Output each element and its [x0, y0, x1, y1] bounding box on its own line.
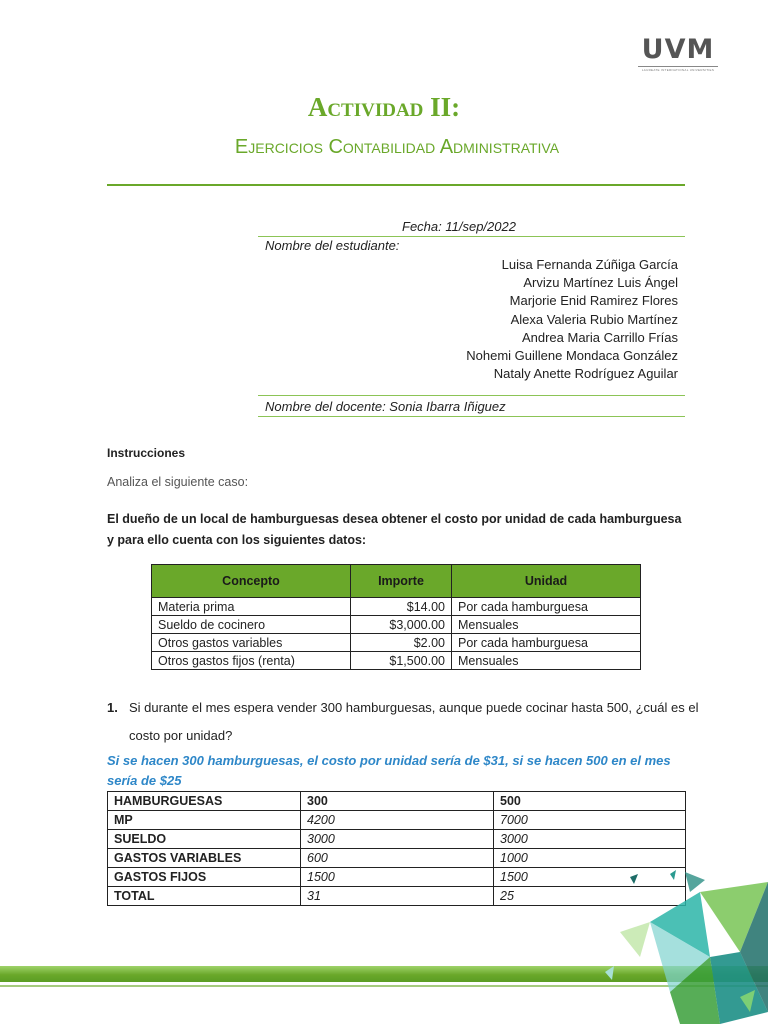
table-cell: 600 — [301, 849, 494, 868]
activity-subtitle: Ejercicios Contabilidad Administrativa — [234, 136, 560, 158]
table-cell: $2.00 — [351, 634, 452, 652]
student-name: Andrea Maria Carrillo Frías — [521, 329, 678, 345]
table-cell: 1000 — [494, 849, 686, 868]
table-cell: 31 — [301, 887, 494, 906]
table-row — [152, 616, 641, 634]
table-header-row — [108, 792, 686, 811]
table-cell: Mensuales — [452, 652, 641, 670]
table-cell: Materia prima — [152, 598, 351, 616]
column-header: Unidad — [452, 565, 641, 598]
student-name: Nataly Anette Rodríguez Aguilar — [493, 366, 678, 382]
analyze-prompt: Analiza el siguiente caso: — [107, 475, 249, 489]
table-row — [152, 598, 641, 616]
student-name: Marjorie Enid Ramirez Flores — [509, 293, 678, 309]
row-label: GASTOS FIJOS — [108, 868, 301, 887]
row-label: TOTAL — [108, 887, 301, 906]
table-cell: 3000 — [301, 830, 494, 849]
column-header: Concepto — [152, 565, 351, 598]
instructions-heading: Instrucciones — [107, 446, 186, 460]
table-cell: 7000 — [494, 811, 686, 830]
teacher-name: Nombre del docente: Sonia Ibarra Iñiguez — [265, 399, 506, 414]
student-name: Nohemi Guillene Mondaca González — [466, 348, 678, 364]
logo-subtitle: LAUREATE INTERNATIONAL UNIVERSITIES — [638, 66, 718, 73]
table-cell: 4200 — [301, 811, 494, 830]
docente-bottom-line — [258, 416, 685, 417]
student-name-label: Nombre del estudiante: — [265, 238, 400, 253]
row-label: SUELDO — [108, 830, 301, 849]
table-row — [152, 652, 641, 670]
table-cell: Por cada hamburguesa — [452, 634, 641, 652]
row-label: MP — [108, 811, 301, 830]
table-cell: 25 — [494, 887, 686, 906]
table-cell: Otros gastos variables — [152, 634, 351, 652]
question-1 — [107, 694, 707, 750]
table-cell: Sueldo de cocinero — [152, 616, 351, 634]
student-list — [466, 256, 678, 383]
table-row — [108, 830, 686, 849]
table-cell: 3000 — [494, 830, 686, 849]
table-row — [108, 811, 686, 830]
column-header: Importe — [351, 565, 452, 598]
question-text: Si durante el mes espera vender 300 hamburguesas, aunque puede cocinar hasta 500, ¿cuál es el costo por unidad? — [129, 700, 699, 743]
question-number: 1. — [107, 700, 118, 715]
student-name: Arvizu Martínez Luis Ángel — [523, 275, 678, 291]
logo-wordmark: UVM — [641, 34, 715, 65]
uvm-logo — [638, 36, 718, 73]
answer-1: Si se hacen 300 hamburguesas, el costo por unidad sería de $31, si se hacen 500 en el mes sería de $25 — [107, 753, 671, 788]
table-cell: Otros gastos fijos (renta) — [152, 652, 351, 670]
column-header: HAMBURGUESAS — [108, 792, 301, 811]
student-name: Luisa Fernanda Zúñiga García — [501, 257, 678, 272]
table-header-row — [152, 565, 641, 598]
decorative-polygons — [590, 862, 768, 1024]
table-cell: Mensuales — [452, 616, 641, 634]
student-name: Alexa Valeria Rubio Martínez — [510, 311, 678, 327]
column-header: 300 — [301, 792, 494, 811]
table-cell: $14.00 — [351, 598, 452, 616]
table-cell: $1,500.00 — [351, 652, 452, 670]
row-label: GASTOS VARIABLES — [108, 849, 301, 868]
cost-data-table — [151, 564, 641, 670]
table-row — [152, 634, 641, 652]
activity-title: Actividad II: — [307, 92, 461, 122]
case-description: El dueño de un local de hamburguesas desea obtener el costo por unidad de cada hamburguesa y para ello cuenta con los siguientes datos: — [107, 512, 682, 547]
date-field: Fecha: 11/sep/2022 — [402, 219, 516, 234]
table-cell: $3,000.00 — [351, 616, 452, 634]
date-underline — [258, 236, 685, 237]
title-divider — [107, 184, 685, 186]
column-header: 500 — [494, 792, 686, 811]
table-cell: 1500 — [494, 868, 686, 887]
table-cell: Por cada hamburguesa — [452, 598, 641, 616]
table-cell: 1500 — [301, 868, 494, 887]
docente-top-line — [258, 395, 685, 396]
